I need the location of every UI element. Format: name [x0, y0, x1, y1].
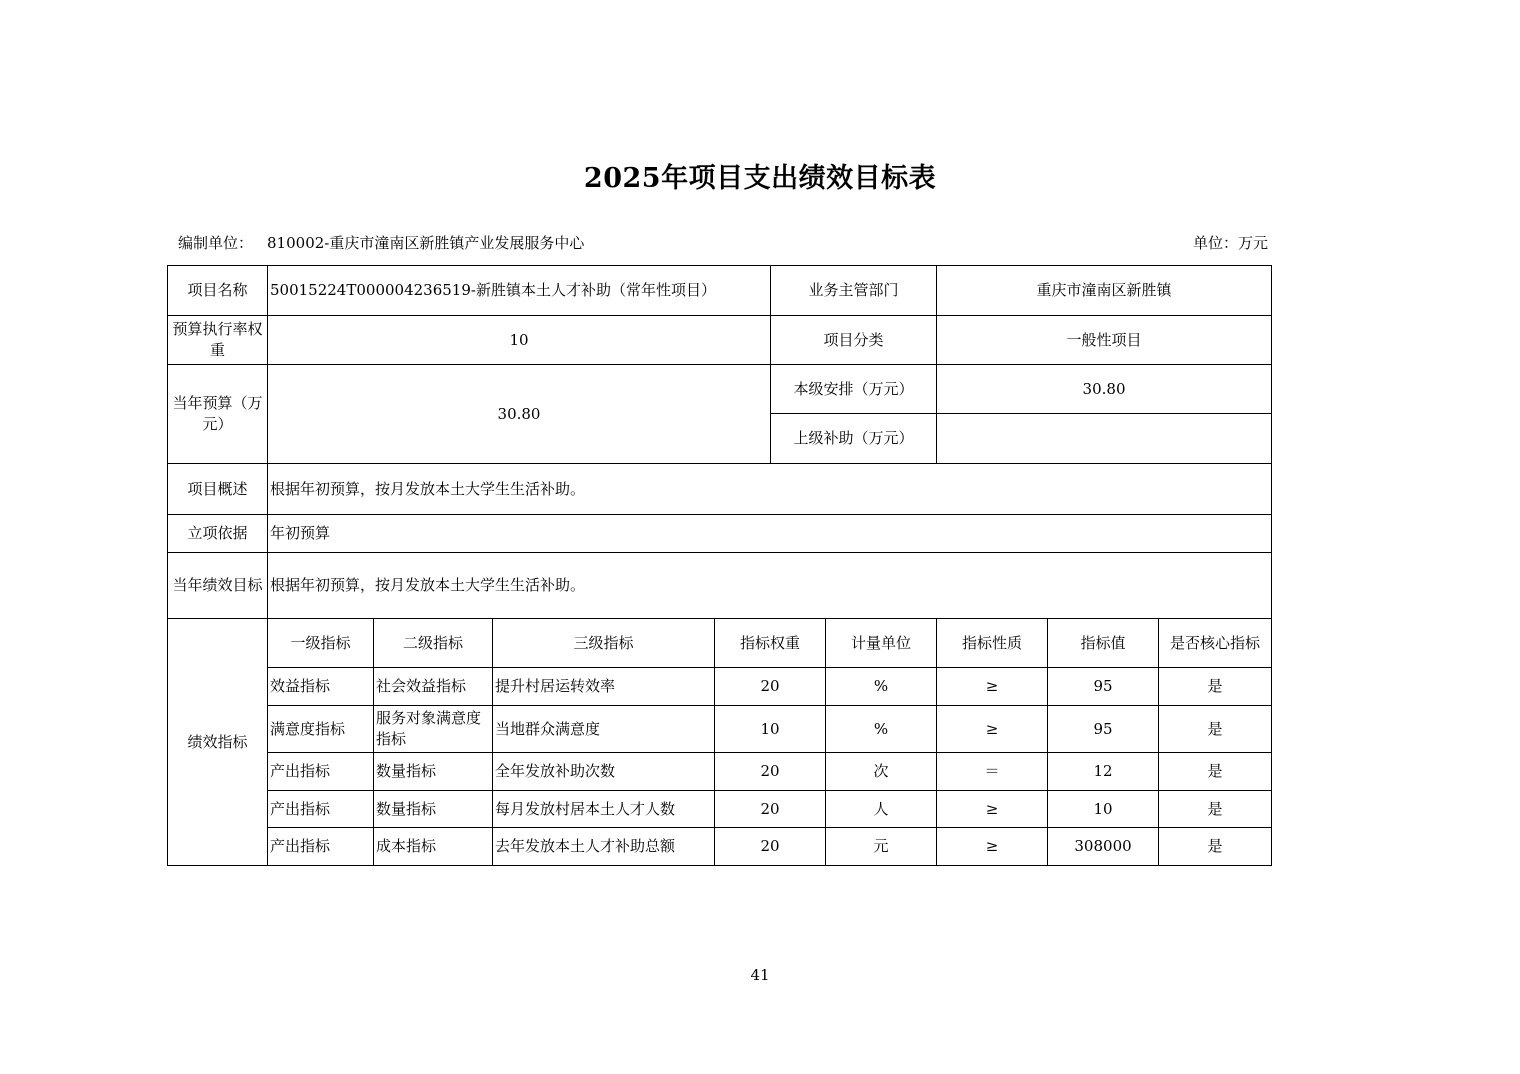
table-row: [168, 828, 1272, 866]
unit-cell: 人: [826, 791, 937, 828]
level3-cell: 全年发放补助次数: [493, 753, 715, 791]
value-cell: 95: [1048, 706, 1159, 753]
weight-cell: 20: [715, 753, 826, 791]
header-level2: 二级指标: [374, 619, 493, 668]
level1-cell: 产出指标: [268, 791, 374, 828]
unit-cell: 次: [826, 753, 937, 791]
level2-cell: 服务对象满意度指标: [374, 706, 493, 753]
level3-cell: 去年发放本土人才补助总额: [493, 828, 715, 866]
weight-cell: 10: [715, 706, 826, 753]
level1-cell: 产出指标: [268, 828, 374, 866]
core-cell: 是: [1159, 753, 1272, 791]
indicators-section-label: 绩效指标: [168, 619, 268, 866]
overview-value: 根据年初预算，按月发放本土大学生生活补助。: [268, 464, 1272, 515]
nature-cell: ＝: [937, 753, 1048, 791]
budget-label: 当年预算（万元）: [168, 365, 268, 464]
value-cell: 308000: [1048, 828, 1159, 866]
table-row: [168, 791, 1272, 828]
unit-cell: 元: [826, 828, 937, 866]
header-core: 是否核心指标: [1159, 619, 1272, 668]
budget-value: 30.80: [268, 365, 771, 464]
level3-cell: 每月发放村居本土人才人数: [493, 791, 715, 828]
compiling-unit: [178, 232, 584, 253]
goal-label: 当年绩效目标: [168, 553, 268, 619]
nature-cell: ≥: [937, 791, 1048, 828]
level2-cell: 社会效益指标: [374, 668, 493, 706]
value-cell: 95: [1048, 668, 1159, 706]
level3-cell: 当地群众满意度: [493, 706, 715, 753]
level2-cell: 数量指标: [374, 753, 493, 791]
core-cell: 是: [1159, 791, 1272, 828]
upper-funding-label: 上级补助（万元）: [771, 414, 937, 464]
level2-cell: 成本指标: [374, 828, 493, 866]
overview-label: 项目概述: [168, 464, 268, 515]
weight-label: 预算执行率权重: [168, 316, 268, 365]
unit-cell: %: [826, 706, 937, 753]
indicator-header-row: [168, 619, 1272, 668]
goal-value: 根据年初预算，按月发放本土大学生生活补助。: [268, 553, 1272, 619]
dept-label: 业务主管部门: [771, 266, 937, 316]
table-row: [168, 706, 1272, 753]
core-cell: 是: [1159, 706, 1272, 753]
compiling-unit-label: 编制单位：: [178, 234, 254, 252]
local-funding-value: 30.80: [937, 365, 1272, 414]
table-row: [168, 668, 1272, 706]
header-level3: 三级指标: [493, 619, 715, 668]
header-weight: 指标权重: [715, 619, 826, 668]
value-cell: 10: [1048, 791, 1159, 828]
local-funding-label: 本级安排（万元）: [771, 365, 937, 414]
project-name-label: 项目名称: [168, 266, 268, 316]
basis-value: 年初预算: [268, 515, 1272, 553]
upper-funding-value: [937, 414, 1272, 464]
level2-cell: 数量指标: [374, 791, 493, 828]
level1-cell: 满意度指标: [268, 706, 374, 753]
currency-unit: 单位：万元: [1192, 234, 1268, 252]
table-row: [168, 365, 1272, 414]
core-cell: 是: [1159, 828, 1272, 866]
value-cell: 12: [1048, 753, 1159, 791]
table-row: [168, 316, 1272, 365]
project-name-value: 50015224T000004236519-新胜镇本土人才补助（常年性项目）: [268, 266, 771, 316]
nature-cell: ≥: [937, 828, 1048, 866]
weight-cell: 20: [715, 668, 826, 706]
core-cell: 是: [1159, 668, 1272, 706]
table-row: [168, 266, 1272, 316]
table-row: [168, 553, 1272, 619]
weight-value: 10: [268, 316, 771, 365]
performance-table: [167, 265, 1272, 866]
header-unit: 计量单位: [826, 619, 937, 668]
unit-cell: %: [826, 668, 937, 706]
header-level1: 一级指标: [268, 619, 374, 668]
nature-cell: ≥: [937, 706, 1048, 753]
compiling-unit-value: 810002-重庆市潼南区新胜镇产业发展服务中心: [267, 234, 585, 252]
page-title: 2025年项目支出绩效目标表: [583, 163, 937, 194]
table-row: [168, 464, 1272, 515]
dept-value: 重庆市潼南区新胜镇: [937, 266, 1272, 316]
category-value: 一般性项目: [937, 316, 1272, 365]
level1-cell: 产出指标: [268, 753, 374, 791]
level3-cell: 提升村居运转效率: [493, 668, 715, 706]
category-label: 项目分类: [771, 316, 937, 365]
basis-label: 立项依据: [168, 515, 268, 553]
header-value: 指标值: [1048, 619, 1159, 668]
weight-cell: 20: [715, 791, 826, 828]
header-nature: 指标性质: [937, 619, 1048, 668]
weight-cell: 20: [715, 828, 826, 866]
table-row: [168, 515, 1272, 553]
table-row: [168, 753, 1272, 791]
nature-cell: ≥: [937, 668, 1048, 706]
level1-cell: 效益指标: [268, 668, 374, 706]
page-number: 41: [750, 966, 770, 984]
